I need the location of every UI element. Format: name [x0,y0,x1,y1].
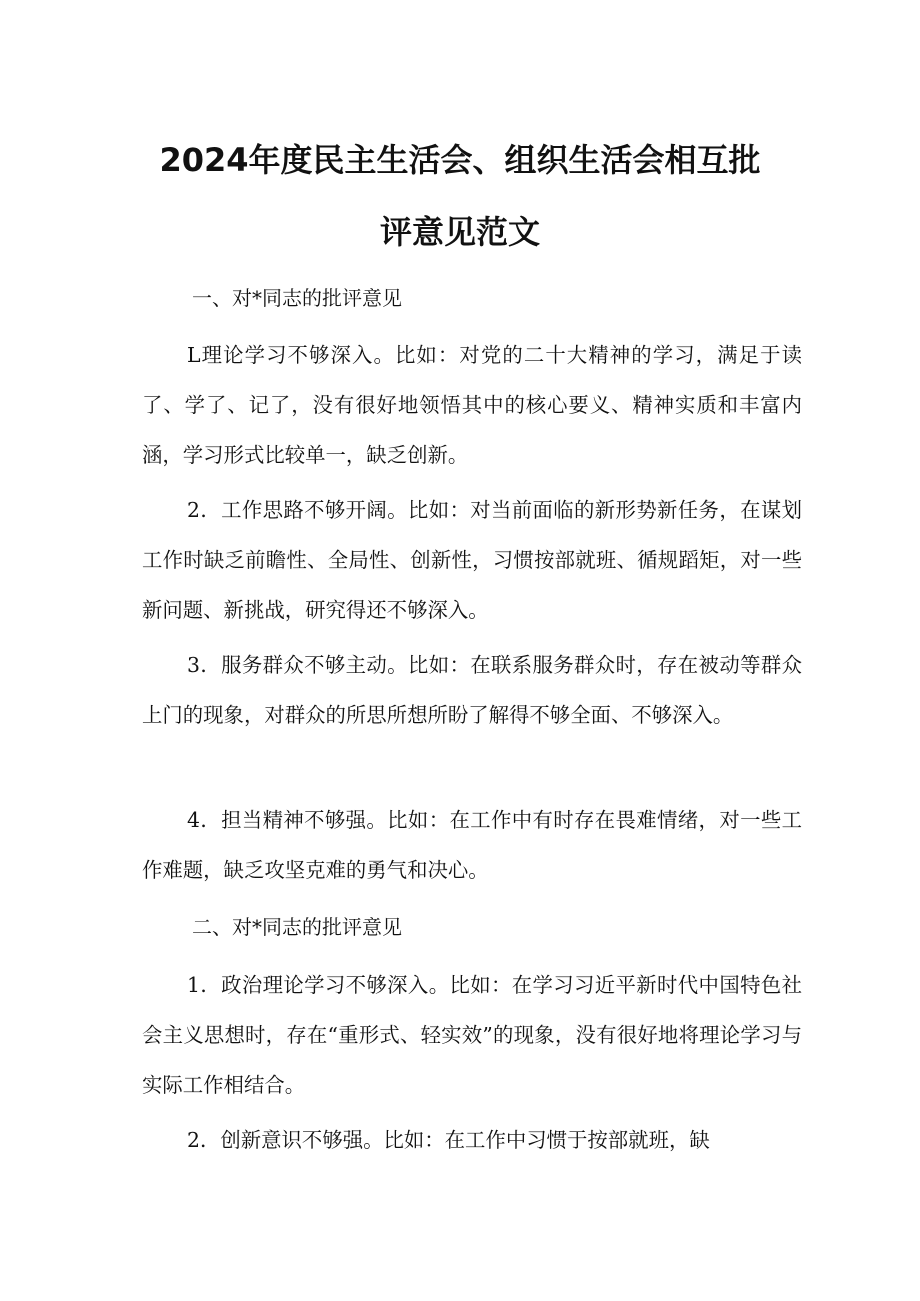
section1-item-2: 2．工作思路不够开阔。比如：对当前面临的新形势新任务，在谋划工作时缺乏前瞻性、全局性、创新性，习惯按部就班、循规蹈矩，对一些新问题、新挑战，研究得还不够深入。 [142,498,802,622]
section1-item-3: 3．服务群众不够主动。比如：在联系服务群众时，存在被动等群众上门的现象，对群众的所思所想所盼了解得不够全面、不够深入。 [142,653,802,727]
section2-item-1: 1．政治理论学习不够深入。比如：在学习习近平新时代中国特色社会主义思想时，存在“重形式、轻实效”的现象，没有很好地将理论学习与实际工作相结合。 [142,973,802,1097]
section1-item-4: 4．担当精神不够强。比如：在工作中有时存在畏难情绪，对一些工作难题，缺乏攻坚克难的勇气和决心。 [142,808,802,882]
section1-item-1: L理论学习不够深入。比如：对党的二十大精神的学习，满足于读了、学了、记了，没有很好地领悟其中的核心要义、精神实质和丰富内涵，学习形式比较单一，缺乏创新。 [142,343,802,467]
section2-item-2: 2．创新意识不够强。比如：在工作中习惯于按部就班，缺 [187,1128,710,1152]
section-heading-2: 二、对*同志的批评意见 [192,915,402,939]
document-title-line-2: 评意见范文 [379,213,540,251]
section-heading-1: 一、对*同志的批评意见 [192,286,402,310]
document-title-line-1: 2024年度民主生活会、组织生活会相互批 [159,141,761,179]
